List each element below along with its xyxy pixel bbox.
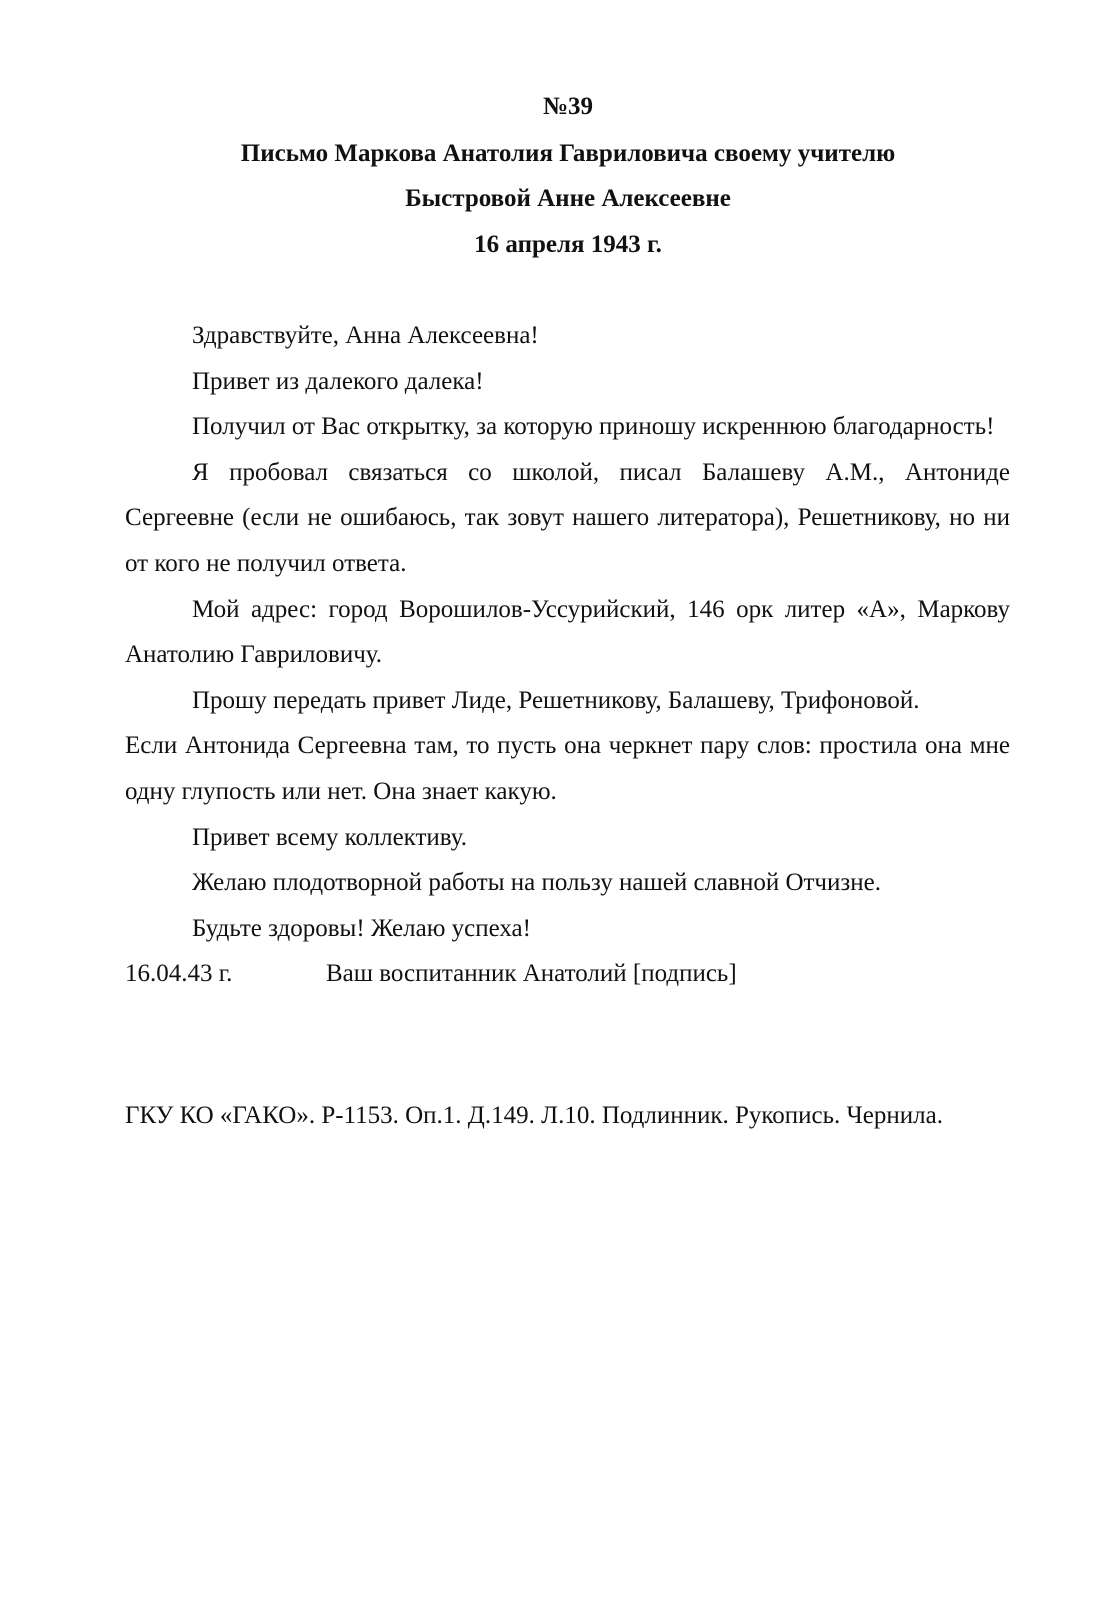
letter-paragraph: Получил от Вас открытку, за которую приношу искреннюю благодарность! [192, 413, 995, 441]
letter-paragraph: Привет из далекого далека! [192, 367, 484, 395]
letter-paragraph: Я пробовал связаться со школой, писал Балашеву А.М., Антониде Сергеевне (если не ошибаюсь, так зовут нашего литератора), Решетникову, но ни от кого не получил ответа. [125, 458, 1010, 577]
letter-paragraph: Желаю плодотворной работы на пользу нашей славной Отчизне. [192, 869, 881, 897]
signature-date: 16.04.43 г. [125, 960, 233, 988]
signature-line [125, 951, 1010, 997]
letter-paragraph: Мой адрес: город Ворошилов-Уссурийский, 146 орк литер «А», Маркову Анатолию Гавриловичу. [125, 595, 1010, 669]
letter-paragraph: Прошу передать привет Лиде, Решетникову, Балашеву, Трифоновой. [192, 686, 920, 714]
letter-body [125, 313, 1010, 997]
letter-paragraph: Будьте здоровы! Желаю успеха! [192, 914, 531, 942]
document-title-line-1: Письмо Маркова Анатолия Гавриловича своему учителю [240, 140, 896, 167]
document-date-heading: 16 апреля 1943 г. [474, 231, 662, 258]
letter-paragraph: Здравствуйте, Анна Алексеевна! [192, 322, 539, 349]
letter-paragraph: Если Антонида Сергеевна там, то пусть она черкнет пару слов: простила она мне одну глупость или нет. Она знает какую. [125, 732, 1010, 805]
letter-paragraph: Привет всему коллективу. [192, 823, 467, 851]
signature-text: Ваш воспитанник Анатолий [подпись] [326, 960, 737, 988]
archive-reference: ГКУ КО «ГАКО». Р-1153. Оп.1. Д.149. Л.10. Подлинник. Рукопись. Чернила. [125, 1102, 943, 1129]
document-number: №39 [542, 93, 594, 120]
document-title-line-2: Быстровой Анне Алексеевне [405, 185, 731, 212]
